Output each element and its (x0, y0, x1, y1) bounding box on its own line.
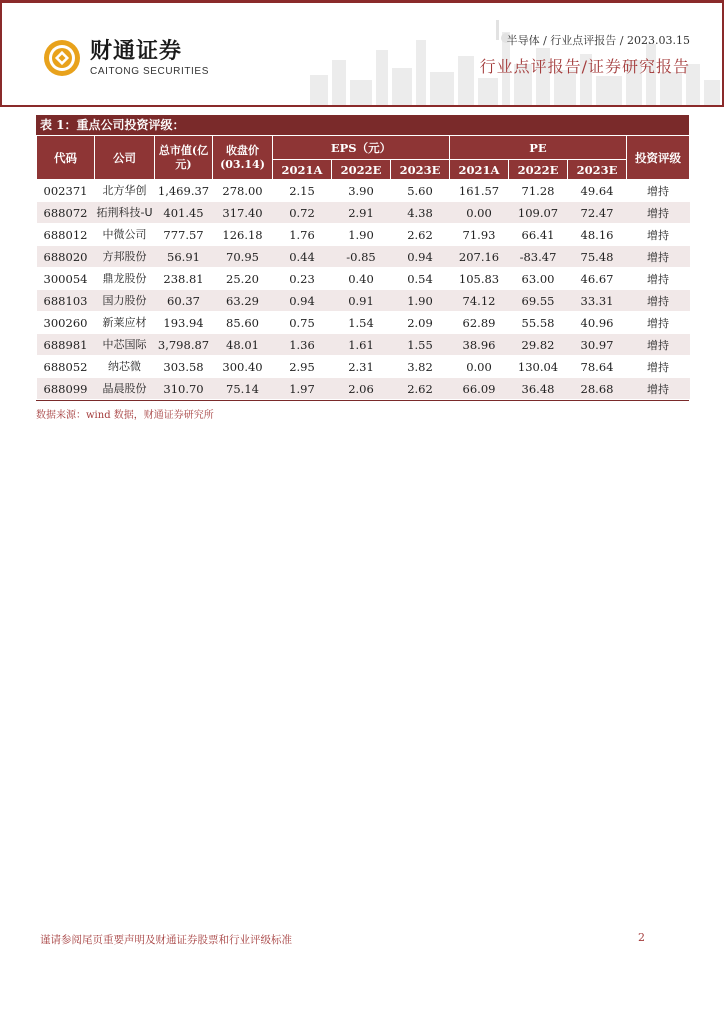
cell-pe-2021a: 207.16 (450, 246, 509, 268)
cell-company: 方邦股份 (95, 246, 155, 268)
cell-rating: 增持 (627, 356, 690, 378)
cell-rating: 增持 (627, 312, 690, 334)
table-row (37, 290, 690, 312)
cell-rating: 增持 (627, 334, 690, 356)
cell-eps-2022e: 3.90 (332, 180, 391, 202)
ratings-table-section (36, 115, 689, 421)
cell-code: 688052 (37, 356, 95, 378)
cell-close-price: 75.14 (213, 378, 273, 400)
cell-company: 北方华创 (95, 180, 155, 202)
header-pe-2021a: 2021A (450, 160, 509, 180)
table-row (37, 378, 690, 400)
table-row (37, 224, 690, 246)
cell-pe-2021a: 105.83 (450, 268, 509, 290)
logo-english-name: CAITONG SECURITIES (90, 65, 209, 77)
cell-market-cap: 193.94 (155, 312, 213, 334)
header-pe-2022e: 2022E (509, 160, 568, 180)
cell-eps-2022e: 1.61 (332, 334, 391, 356)
header-eps-2023e: 2023E (391, 160, 450, 180)
caitong-coin-icon (42, 38, 82, 78)
cell-company: 鼎龙股份 (95, 268, 155, 290)
cell-close-price: 317.40 (213, 202, 273, 224)
cell-eps-2023e: 3.82 (391, 356, 450, 378)
cell-code: 300260 (37, 312, 95, 334)
cell-market-cap: 56.91 (155, 246, 213, 268)
cell-close-price: 278.00 (213, 180, 273, 202)
logo-chinese-name: 财通证券 (90, 38, 183, 64)
cell-code: 688981 (37, 334, 95, 356)
cell-eps-2022e: 0.91 (332, 290, 391, 312)
cell-eps-2023e: 2.62 (391, 224, 450, 246)
table-row (37, 202, 690, 224)
cell-pe-2021a: 161.57 (450, 180, 509, 202)
cell-company: 中微公司 (95, 224, 155, 246)
header-pe-group: PE (450, 136, 627, 160)
cell-market-cap: 310.70 (155, 378, 213, 400)
table-body (37, 180, 690, 400)
cell-close-price: 300.40 (213, 356, 273, 378)
table-row (37, 356, 690, 378)
cell-eps-2021a: 2.15 (273, 180, 332, 202)
cell-rating: 增持 (627, 202, 690, 224)
cell-eps-2021a: 0.23 (273, 268, 332, 290)
cell-company: 纳芯微 (95, 356, 155, 378)
cell-pe-2022e: 55.58 (509, 312, 568, 334)
cell-close-price: 63.29 (213, 290, 273, 312)
cell-eps-2023e: 0.94 (391, 246, 450, 268)
table-row (37, 312, 690, 334)
cell-eps-2021a: 0.75 (273, 312, 332, 334)
table-bottom-rule (36, 400, 689, 401)
cell-eps-2021a: 0.94 (273, 290, 332, 312)
header-eps-2021a: 2021A (273, 160, 332, 180)
cell-pe-2022e: 66.41 (509, 224, 568, 246)
cell-pe-2021a: 71.93 (450, 224, 509, 246)
cell-eps-2022e: 1.54 (332, 312, 391, 334)
cell-company: 中芯国际 (95, 334, 155, 356)
cell-pe-2023e: 49.64 (568, 180, 627, 202)
cell-pe-2022e: 63.00 (509, 268, 568, 290)
page-number: 2 (638, 931, 645, 944)
cell-rating: 增持 (627, 224, 690, 246)
cell-eps-2023e: 2.09 (391, 312, 450, 334)
header-market-cap: 总市值(亿元) (155, 136, 213, 180)
cell-eps-2021a: 0.72 (273, 202, 332, 224)
cell-pe-2022e: 109.07 (509, 202, 568, 224)
cell-eps-2021a: 1.76 (273, 224, 332, 246)
cell-eps-2023e: 2.62 (391, 378, 450, 400)
cell-pe-2022e: 36.48 (509, 378, 568, 400)
cell-market-cap: 60.37 (155, 290, 213, 312)
cell-market-cap: 1,469.37 (155, 180, 213, 202)
cell-rating: 增持 (627, 268, 690, 290)
cell-eps-2022e: 2.06 (332, 378, 391, 400)
cell-pe-2023e: 33.31 (568, 290, 627, 312)
cell-market-cap: 303.58 (155, 356, 213, 378)
cell-code: 688020 (37, 246, 95, 268)
cell-eps-2021a: 2.95 (273, 356, 332, 378)
header-frame-left (0, 0, 2, 107)
cell-pe-2023e: 75.48 (568, 246, 627, 268)
breadcrumb: 半导体 / 行业点评报告 / 2023.03.15 (506, 34, 690, 47)
cell-market-cap: 238.81 (155, 268, 213, 290)
cell-market-cap: 3,798.87 (155, 334, 213, 356)
cell-code: 300054 (37, 268, 95, 290)
cell-rating: 增持 (627, 180, 690, 202)
cell-eps-2022e: 2.31 (332, 356, 391, 378)
cell-pe-2023e: 40.96 (568, 312, 627, 334)
cell-eps-2023e: 1.55 (391, 334, 450, 356)
cell-eps-2023e: 0.54 (391, 268, 450, 290)
footer-disclaimer: 谨请参阅尾页重要声明及财通证券股票和行业评级标准 (40, 934, 292, 946)
table-row (37, 268, 690, 290)
cell-eps-2022e: 2.91 (332, 202, 391, 224)
cell-pe-2022e: -83.47 (509, 246, 568, 268)
cell-pe-2022e: 71.28 (509, 180, 568, 202)
cell-company: 晶晨股份 (95, 378, 155, 400)
cell-pe-2021a: 66.09 (450, 378, 509, 400)
cell-code: 688103 (37, 290, 95, 312)
cell-company: 国力股份 (95, 290, 155, 312)
cell-market-cap: 777.57 (155, 224, 213, 246)
cell-eps-2022e: -0.85 (332, 246, 391, 268)
cell-code: 688099 (37, 378, 95, 400)
key-company-ratings-table (36, 135, 690, 400)
cell-pe-2022e: 29.82 (509, 334, 568, 356)
header-close-price: 收盘价(03.14) (213, 136, 273, 180)
company-logo (42, 38, 209, 78)
header-eps-2022e: 2022E (332, 160, 391, 180)
cell-pe-2022e: 69.55 (509, 290, 568, 312)
cell-close-price: 126.18 (213, 224, 273, 246)
cell-rating: 增持 (627, 378, 690, 400)
cell-eps-2023e: 5.60 (391, 180, 450, 202)
cell-pe-2021a: 62.89 (450, 312, 509, 334)
cell-close-price: 70.95 (213, 246, 273, 268)
cell-close-price: 85.60 (213, 312, 273, 334)
cell-eps-2022e: 0.40 (332, 268, 391, 290)
cell-eps-2023e: 1.90 (391, 290, 450, 312)
table-row (37, 246, 690, 268)
cell-pe-2023e: 78.64 (568, 356, 627, 378)
table-row (37, 334, 690, 356)
cell-pe-2021a: 38.96 (450, 334, 509, 356)
header-rating: 投资评级 (627, 136, 690, 180)
cell-close-price: 48.01 (213, 334, 273, 356)
cell-pe-2023e: 30.97 (568, 334, 627, 356)
cell-pe-2022e: 130.04 (509, 356, 568, 378)
header-code: 代码 (37, 136, 95, 180)
cell-pe-2023e: 72.47 (568, 202, 627, 224)
header-divider (0, 105, 724, 107)
table-caption: 表 1：重点公司投资评级： (36, 115, 689, 135)
cell-eps-2021a: 1.97 (273, 378, 332, 400)
cell-company: 拓荆科技-U (95, 202, 155, 224)
cell-pe-2023e: 28.68 (568, 378, 627, 400)
cell-pe-2021a: 0.00 (450, 356, 509, 378)
cell-pe-2021a: 74.12 (450, 290, 509, 312)
cell-code: 688012 (37, 224, 95, 246)
header-eps-group: EPS（元） (273, 136, 450, 160)
cell-code: 688072 (37, 202, 95, 224)
data-source-note: 数据来源：wind 数据，财通证券研究所 (36, 410, 214, 421)
header-pe-2023e: 2023E (568, 160, 627, 180)
header-frame-top (0, 0, 724, 3)
cell-pe-2021a: 0.00 (450, 202, 509, 224)
report-type-title: 行业点评报告/证券研究报告 (479, 57, 690, 76)
cell-eps-2021a: 0.44 (273, 246, 332, 268)
cell-pe-2023e: 46.67 (568, 268, 627, 290)
header-company: 公司 (95, 136, 155, 180)
table-row (37, 180, 690, 202)
cell-eps-2021a: 1.36 (273, 334, 332, 356)
cell-rating: 增持 (627, 290, 690, 312)
cell-company: 新莱应材 (95, 312, 155, 334)
cell-pe-2023e: 48.16 (568, 224, 627, 246)
cell-close-price: 25.20 (213, 268, 273, 290)
cell-rating: 增持 (627, 246, 690, 268)
cell-eps-2023e: 4.38 (391, 202, 450, 224)
cell-market-cap: 401.45 (155, 202, 213, 224)
cell-eps-2022e: 1.90 (332, 224, 391, 246)
cell-code: 002371 (37, 180, 95, 202)
